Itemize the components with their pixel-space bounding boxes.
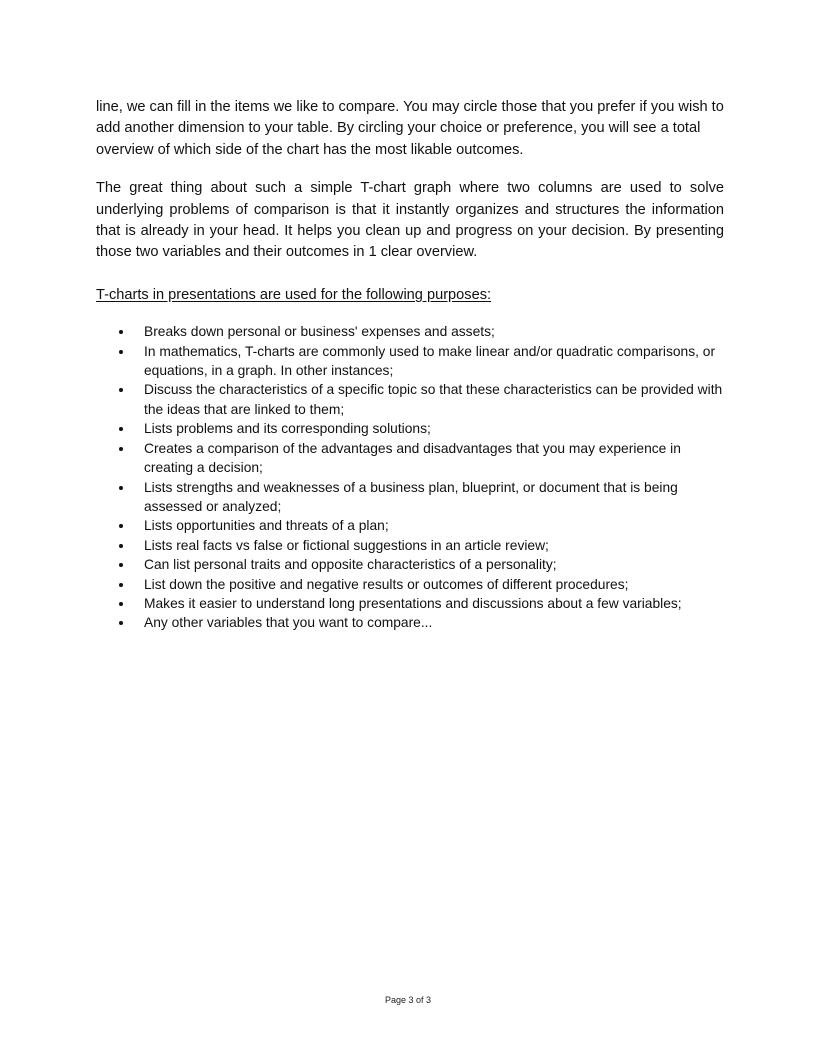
bullet-dot-icon [119,524,123,528]
bullet-item-advantages-disadvantages [96,439,724,478]
bullet-item-expenses-assets [96,322,724,341]
bullet-text: Creates a comparison of the advantages and disadvantages that you may experience in creating a decision; [144,440,681,476]
bullet-item-positive-negative [96,575,724,594]
bullet-text: Lists real facts vs false or fictional suggestions in an article review; [144,537,549,553]
bullet-item-mathematics [96,342,724,381]
bullet-dot-icon [119,486,123,490]
section-heading-purposes: T-charts in presentations are used for the following purposes: [96,286,492,303]
bullet-dot-icon [119,544,123,548]
bullet-item-facts-fiction [96,536,724,555]
bullet-dot-icon [119,563,123,567]
page-content [96,97,724,633]
bullet-dot-icon [119,621,123,625]
bullet-item-opportunities-threats [96,516,724,535]
bullet-dot-icon [119,388,123,392]
bullet-text: Can list personal traits and opposite characteristics of a personality; [144,557,557,573]
bullet-dot-icon [119,447,123,451]
bullet-item-characteristics [96,380,724,419]
bullet-text: Breaks down personal or business' expenses and assets; [144,324,495,340]
bullet-text: Lists problems and its corresponding solutions; [144,421,431,437]
page-number-label: Page 3 of 3 [384,995,432,1005]
bullet-item-long-presentations [96,594,724,613]
bullet-item-problems-solutions [96,419,724,438]
bullet-text: Discuss the characteristics of a specific topic so that these characteristics can be provided with the ideas that are linked to them; [144,382,723,417]
bullet-item-personal-traits [96,555,724,574]
bullet-text: Lists opportunities and threats of a plan; [144,518,389,534]
paragraph-circle-preferences: line, we can fill in the items we like to compare. You may circle those that you prefer if you wish to add another dimension to your table. By circling your choice or preference, you will see a total overview of which side of the chart has the most likable outcomes. [96,99,724,158]
page-footer [0,994,816,1006]
purposes-bullet-list [96,322,724,633]
bullet-item-other-variables [96,613,724,632]
bullet-text: List down the positive and negative results or outcomes of different procedures; [144,576,629,592]
bullet-text: Makes it easier to understand long presentations and discussions about a few variables; [144,595,682,611]
bullet-dot-icon [119,330,123,334]
bullet-dot-icon [119,350,123,354]
bullet-text: In mathematics, T-charts are commonly used to make linear and/or quadratic comparisons, or equations, in a graph. In other instances; [144,343,716,379]
bullet-text: Any other variables that you want to compare... [144,615,433,631]
bullet-dot-icon [119,583,123,587]
paragraph-t-chart-benefits: The great thing about such a simple T-chart graph where two columns are used to solve underlying problems of comparison is that it instantly organizes and structures the information that is already in your head. It helps you clean up and progress on your decision. By presenting those two variables and their outcomes in 1 clear overview. [96,180,724,261]
bullet-item-strengths-weaknesses [96,478,724,517]
bullet-dot-icon [119,427,123,431]
bullet-text: Lists strengths and weaknesses of a business plan, blueprint, or document that is being assessed or analyzed; [144,479,678,514]
bullet-dot-icon [119,602,123,606]
